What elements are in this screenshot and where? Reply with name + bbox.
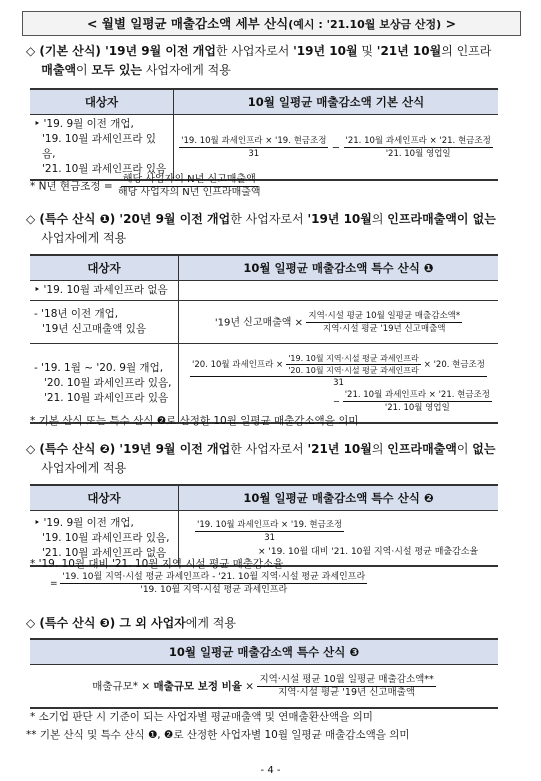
s1-col1: 대상자: [30, 255, 179, 281]
basic-f2-num: '21. 10월 과세인프라 × '21. 현금조정: [345, 135, 491, 146]
s3-heading-a: ◇ (특수 산식 ❸) 그 외 사업자: [26, 616, 186, 630]
page-title: [22, 11, 521, 36]
s1-row2-f2-den: '21. 10월 영업일: [384, 402, 450, 413]
basic-col1: 대상자: [30, 89, 174, 115]
s1-row2-in-num: '19. 10월 지역·시설 평균 과세인프라: [288, 353, 419, 363]
basic-target-2: '21. 10월 과세인프라 있음: [42, 163, 167, 175]
s2-note: [30, 557, 367, 596]
basic-minus: −: [331, 142, 341, 153]
s3-col: 10월 일평균 매출감소액 특수 산식 ❸: [30, 639, 498, 665]
s2-heading-b: 한 사업자로서: [230, 442, 308, 456]
basic-note-frac: [116, 174, 263, 199]
s1-row1-num: 지역·시설 평균 10월 일평균 매출감소액*: [308, 310, 461, 321]
special1-table: [30, 254, 498, 424]
s1-row0: ‣ '19. 10월 과세인프라 없음: [30, 281, 179, 301]
basic-heading-a: ◇ (기본 산식) '19년 9월 이전 개업: [26, 44, 216, 58]
basic-heading2-d: 사업자에게 적용: [142, 63, 231, 77]
s1-heading-b: 한 사업자로서: [230, 212, 308, 226]
basic-heading: [26, 42, 506, 80]
s1-row2-0: - '19. 1월 ~ '20. 9월 개업,: [34, 361, 164, 374]
s2-target-1: '19. 10월 과세인프라 있음,: [42, 531, 170, 544]
s1-heading-c: '19년 10월: [307, 212, 372, 226]
s2-heading-g: 없는: [472, 442, 496, 456]
s3-formula: [30, 665, 498, 709]
s1-row1-frac: [306, 310, 462, 335]
s2-f-num: '19. 10월 과세인프라 × '19. 현금조정: [197, 520, 343, 530]
s2-note-den: '19. 10월 지역·시설 평균 과세인프라: [140, 585, 288, 595]
title-main: < 월별 일평균 매출감소액 세부 산식: [86, 16, 289, 31]
s3-num: 지역·시설 평균 10월 일평균 매출감소액**: [259, 673, 434, 685]
basic-heading-f: 의 인프라: [441, 44, 492, 58]
s1-row2-target: [30, 344, 179, 424]
title-sub: (예시 : '21.10월 보상금 산정): [288, 18, 442, 31]
basic-heading-e: '21년 10월: [376, 44, 442, 58]
s3-note1: * 소기업 판단 시 기준이 되는 사업자별 평균매출액 및 연매출환산액을 의미: [30, 711, 373, 723]
basic-col2: 10월 일평균 매출감소액 기본 산식: [174, 89, 499, 115]
s1-row2-b: × '20. 현금조정: [423, 360, 485, 370]
s2-col2: 10월 일평균 매출감소액 특수 산식 ❷: [179, 485, 499, 511]
special3-heading: [26, 614, 506, 633]
s2-heading-d: 의: [371, 442, 388, 456]
s1-row2-f2: [343, 389, 492, 414]
s3-den: 지역·시설 평균 '19년 신고매출액: [278, 686, 416, 698]
s1-note: * 기본 산식 또는 특수 산식 ❷로 산정한 10월 일평균 매출감소액을 의미: [30, 415, 359, 427]
s2-note-eq: =: [50, 579, 58, 589]
basic-heading2-c: 모두 있는: [91, 63, 143, 77]
s2-heading-e: 인프라매출액: [387, 442, 457, 456]
basic-f1-den: 31: [248, 148, 260, 159]
special3-table: [30, 638, 498, 709]
s1-heading2: 사업자에게 적용: [41, 231, 127, 245]
special1-heading: [26, 210, 506, 248]
s2-note-num: '19. 10월 지역·시설 평균 과세인프라 - '21. 10월 지역·시설 평균 과세인프라: [62, 572, 366, 582]
s1-heading-e: 인프라매출액이 없는: [387, 212, 496, 226]
s1-heading-d: 의: [371, 212, 388, 226]
s2-f-den: 31: [264, 533, 276, 543]
basic-note-den: 해당 사업자의 N년 인프라매출액: [117, 187, 261, 198]
s2-heading-f: 이: [456, 442, 473, 456]
s1-row1-lead: '19년 신고매출액 ×: [214, 317, 304, 328]
s1-heading-a: ◇ (특수 산식 ❶) '20년 9월 이전 개업: [26, 212, 231, 226]
s1-row1-formula: [179, 301, 499, 344]
page-number: - 4 -: [260, 765, 281, 776]
s1-col2: 10월 일평균 매출감소액 특수 산식 ❶: [179, 255, 499, 281]
s1-row2-f2-num: '21. 10월 과세인프라 × '21. 현금조정: [344, 389, 490, 400]
special2-table: [30, 484, 498, 567]
basic-note-a: * N년 현금조정 =: [30, 180, 113, 193]
s2-f-tail: × '19. 10월 대비 '21. 10월 지역·시설 평균 매출감소율: [258, 547, 479, 557]
s2-heading-a: ◇ (특수 산식 ❷) '19년 9월 이전 개업: [26, 442, 231, 456]
s2-col1: 대상자: [30, 485, 179, 511]
s1-row2-den: 31: [333, 377, 344, 388]
s1-row2-inner-frac: [286, 353, 421, 376]
basic-frac2: [344, 135, 493, 160]
s2-heading-c: '21년 10월: [307, 442, 372, 456]
basic-heading2-a: 매출액: [41, 63, 77, 77]
s3-note2: ** 기본 산식 및 특수 산식 ❶, ❷로 산정한 사업자별 10월 일평균 매출감소액을 의미: [26, 729, 410, 741]
s2-target-2: '21. 10월 과세인프라 없음: [42, 546, 167, 559]
s1-row1-den: 지역·시설 평균 '19년 신고매출액: [323, 323, 446, 334]
basic-target: [30, 115, 174, 181]
s3-frac: [257, 674, 435, 699]
basic-target-0: ‣ '19. 9월 이전 개업,: [34, 118, 134, 130]
s2-frac: [195, 519, 344, 544]
basic-heading2-b: 이: [76, 63, 92, 77]
s3-heading-b: 에게 적용: [185, 616, 236, 630]
basic-target-1: '19. 10월 과세인프라 있음,: [42, 133, 156, 160]
s2-heading2: 사업자에게 적용: [41, 461, 127, 475]
basic-note: [30, 174, 263, 199]
basic-heading-d: 및: [357, 44, 377, 58]
s3-lead-b: 매출규모 보정 비율: [153, 680, 242, 692]
s1-row2-minus: −: [332, 396, 341, 407]
basic-note-num: 해당 사업자의 N년 신고매출액: [122, 174, 256, 185]
s3-lead-c: ×: [241, 680, 255, 692]
s1-row1-1: '19년 신고매출액 있음: [42, 323, 147, 335]
title-end: >: [445, 16, 457, 31]
s1-row2-2: '21. 10월 과세인프라 있음: [44, 391, 169, 404]
basic-frac1: [179, 135, 328, 160]
s1-row2-formula: [179, 344, 499, 424]
s3-lead: 매출규모* ×: [92, 680, 154, 692]
s1-row0-empty: [179, 281, 499, 301]
basic-table: [30, 88, 498, 181]
basic-formula: [174, 115, 499, 181]
basic-heading-c: '19년 10월: [293, 44, 358, 58]
s2-target-0: ‣ '19. 9월 이전 개업,: [34, 516, 134, 529]
s1-row2-1: '20. 10월 과세인프라 있음,: [44, 376, 172, 389]
s2-note-frac: [60, 571, 367, 596]
s1-row2-in-den: '20. 10월 지역·시설 평균 과세인프라: [288, 365, 419, 375]
s1-row2-a: '20. 10월 과세인프라 ×: [192, 360, 284, 370]
basic-heading-b: 한 사업자로서: [215, 44, 294, 58]
special2-heading: [26, 440, 506, 478]
s1-row1-target: [30, 301, 179, 344]
s2-note-a: * '19. 10월 대비 '21. 10월 지역 시설 평균 매출감소율: [30, 558, 284, 570]
s1-row1-0: - '18년 이전 개업,: [34, 308, 119, 320]
basic-f2-den: '21. 10월 영업일: [385, 148, 451, 159]
basic-f1-num: '19. 10월 과세인프라 × '19. 현금조정: [181, 135, 327, 146]
